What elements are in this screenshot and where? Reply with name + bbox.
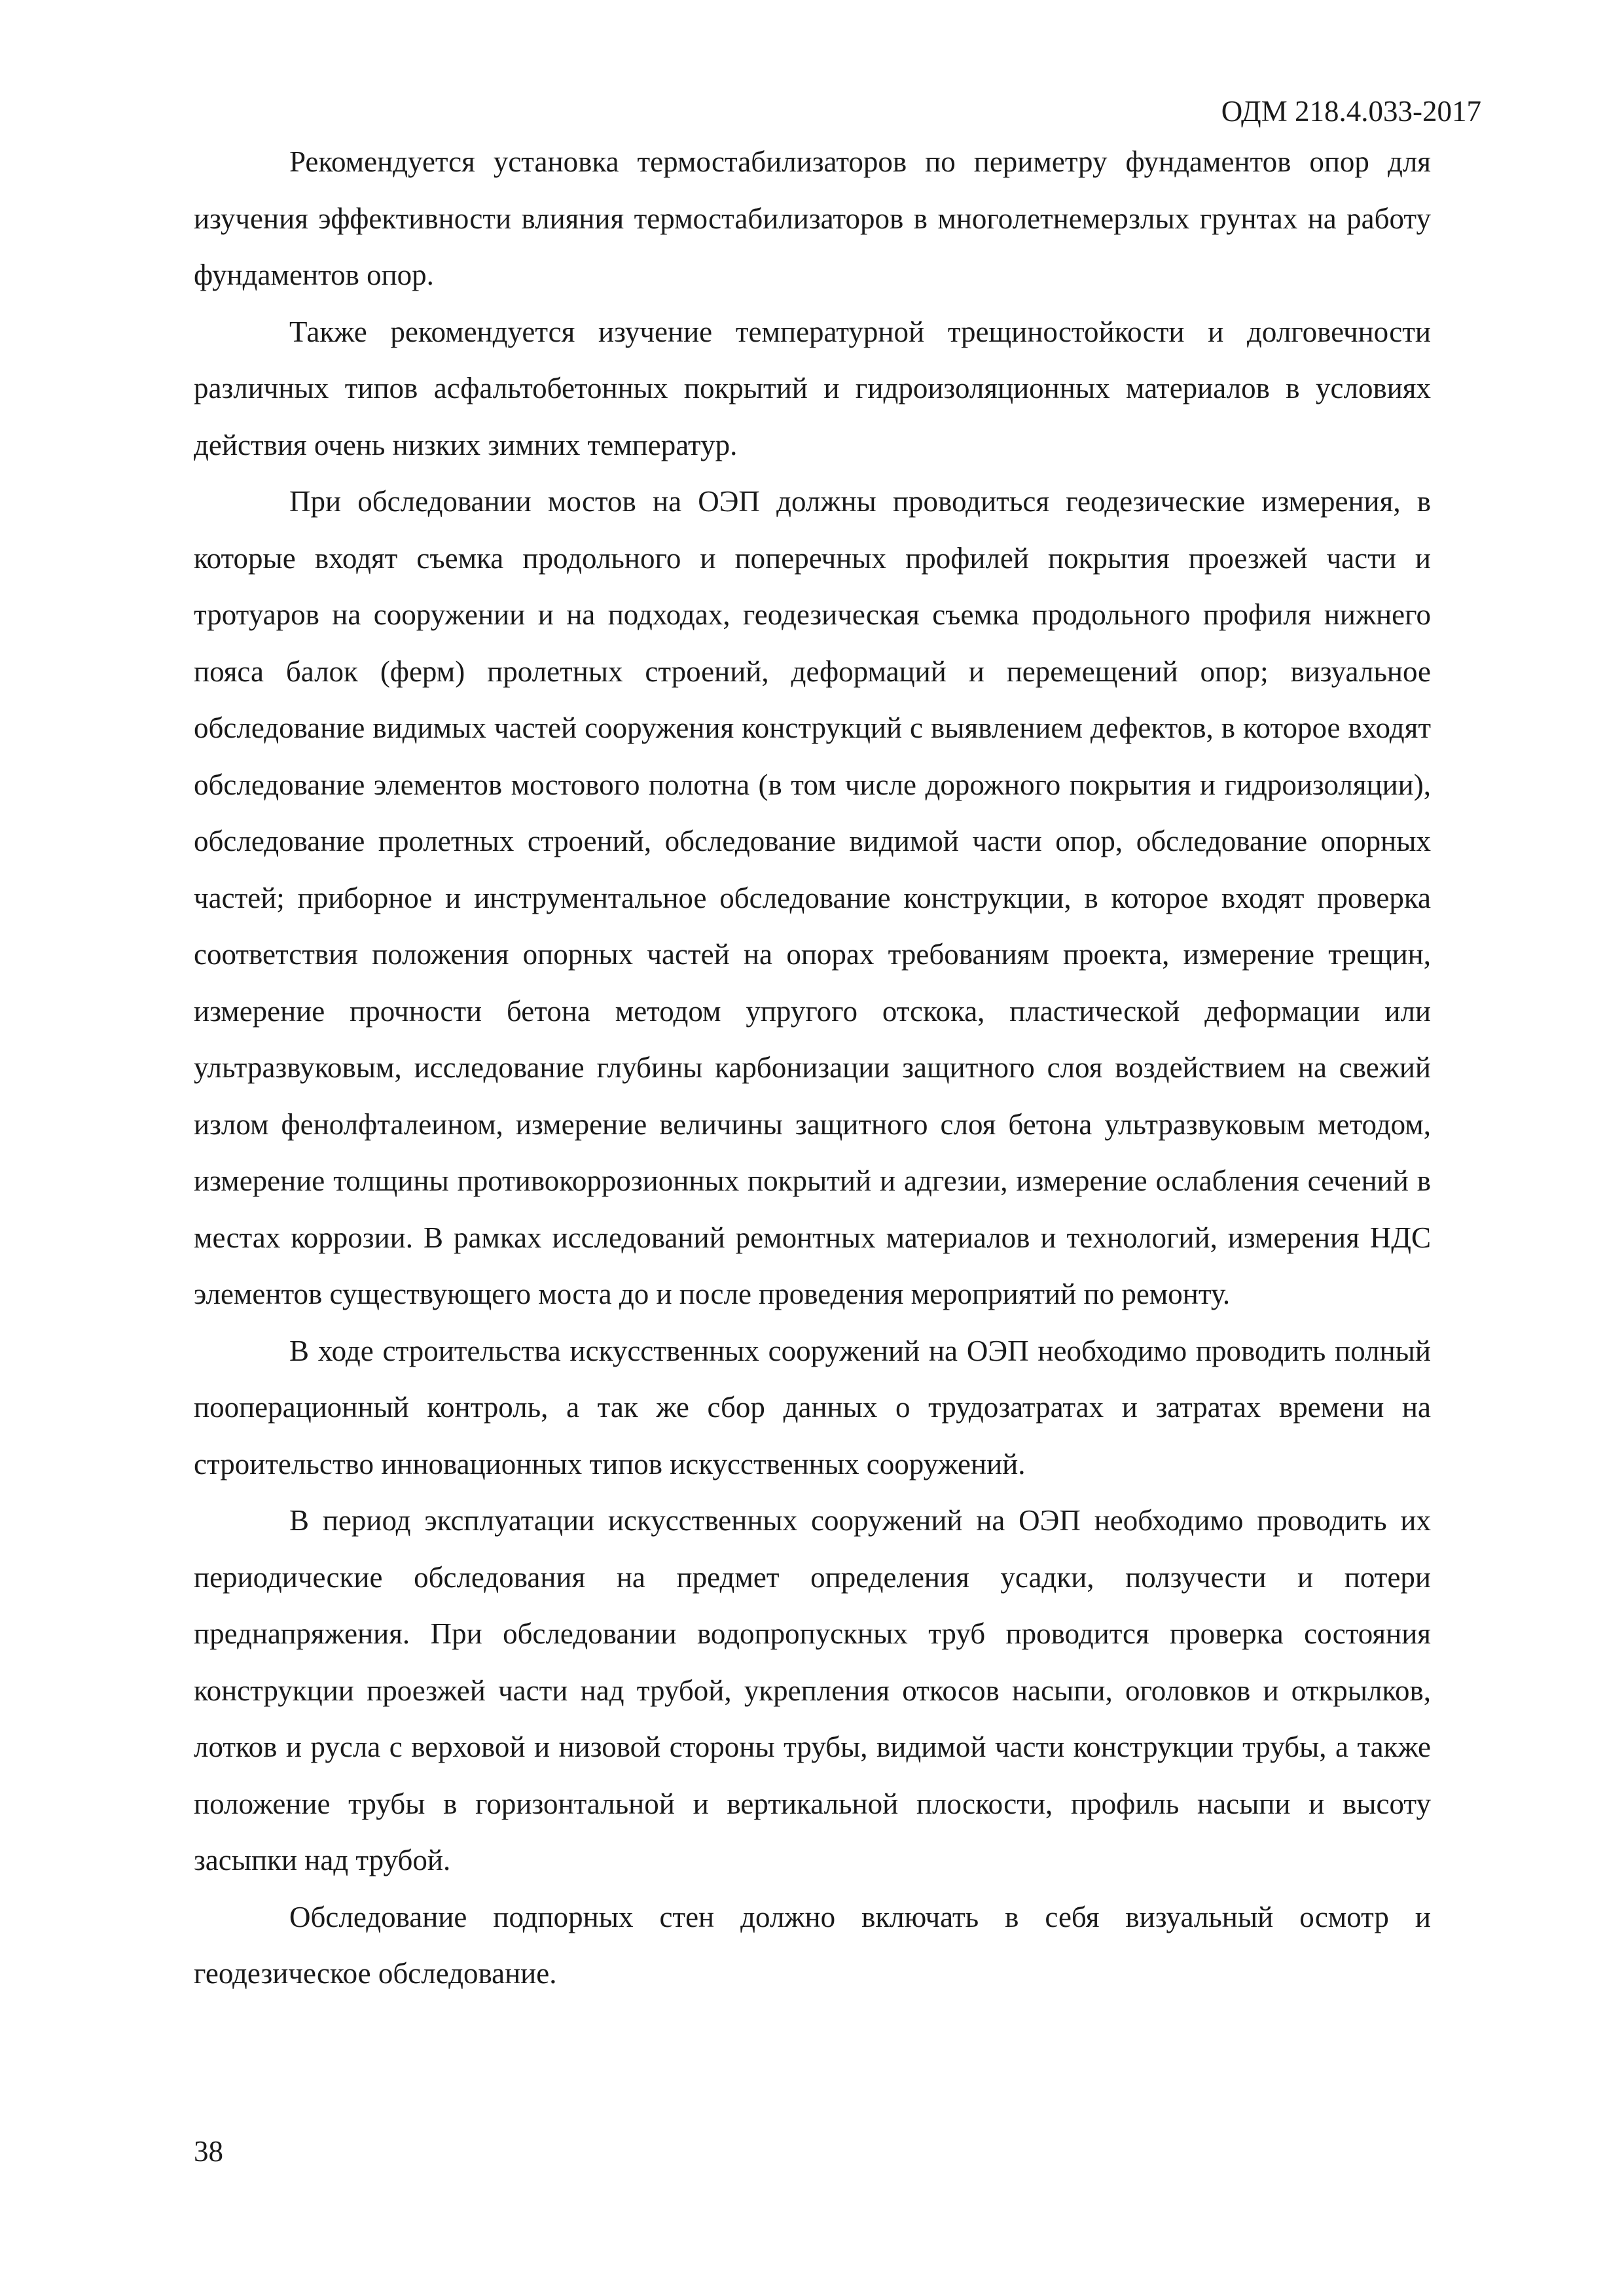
paragraph-bridge-survey: При обследовании мостов на ОЭП должны проводиться геодезические измерения, в которые входят съемка продольного и поперечных профилей покрытия проезжей части и тротуаров на сооружении и на подходах, геодезическая съемка продольного профиля нижнего пояса балок (ферм) пролетных строений, деформаций и перемещений опор; визуальное обследование видимых частей сооружения конструкций с выявлением дефектов, в которое входят обследование элементов мостового полотна (в том числе дорожного покрытия и гидроизоляции), обследование пролетных строений, обследование видимой части опор, обследование опорных частей; приборное и инструментальное обследование конструкции, в которое входят проверка соответствия положения опорных частей на опорах требованиям проекта, измерение трещин, измерение прочности бетона методом упругого отскока, пластической деформации или ультразвуковым, исследование глубины карбонизации защитного слоя воздействием на свежий излом фенолфталеином, измерение величины защитного слоя бетона ультразвуковым методом, измерение толщины противокоррозионных покрытий и адгезии, измерение ослабления сечений в местах коррозии. В рамках исследований ремонтных материалов и технологий, измерения НДС элементов существующего моста до и после проведения мероприятий по ремонту. — [194, 485, 1431, 1310]
paragraph-thermostabilizers: Рекомендуется установка термостабилизаторов по периметру фундаментов опор для изучения эффективности влияния термостабилизаторов в многолетнемерзлых грунтах на работу фундаментов опор. — [194, 145, 1431, 291]
paragraph-retaining-walls: Обследование подпорных стен должно включать в себя визуальный осмотр и геодезическое обследование. — [194, 1900, 1431, 1990]
paragraph-construction-control: В ходе строительства искусственных сооружений на ОЭП необходимо проводить полный пооперационный контроль, а так же сбор данных о трудозатратах и затратах времени на строительство инновационных типов искусственных сооружений. — [194, 1334, 1431, 1480]
document-body — [194, 134, 1431, 2002]
paragraph-operation-survey: В период эксплуатации искусственных сооружений на ОЭП необходимо проводить их периодические обследования на предмет определения усадки, ползучести и потери преднапряжения. При обследовании водопропускных труб проводится проверка состояния конструкции проезжей части над трубой, укрепления откосов насыпи, оголовков и открылков, лотков и русла с верховой и низовой стороны трубы, видимой части конструкции трубы, а также положение трубы в горизонтальной и вертикальной плоскости, профиль насыпи и высоту засыпки над трубой. — [194, 1504, 1431, 1876]
document-code: ОДМ 218.4.033-2017 — [1221, 95, 1481, 128]
paragraph-asphalt-durability: Также рекомендуется изучение температурной трещиностойкости и долговечности различных типов асфальтобетонных покрытий и гидроизоляционных материалов в условиях действия очень низких зимних температур. — [194, 315, 1431, 461]
page-number: 38 — [194, 2135, 223, 2168]
